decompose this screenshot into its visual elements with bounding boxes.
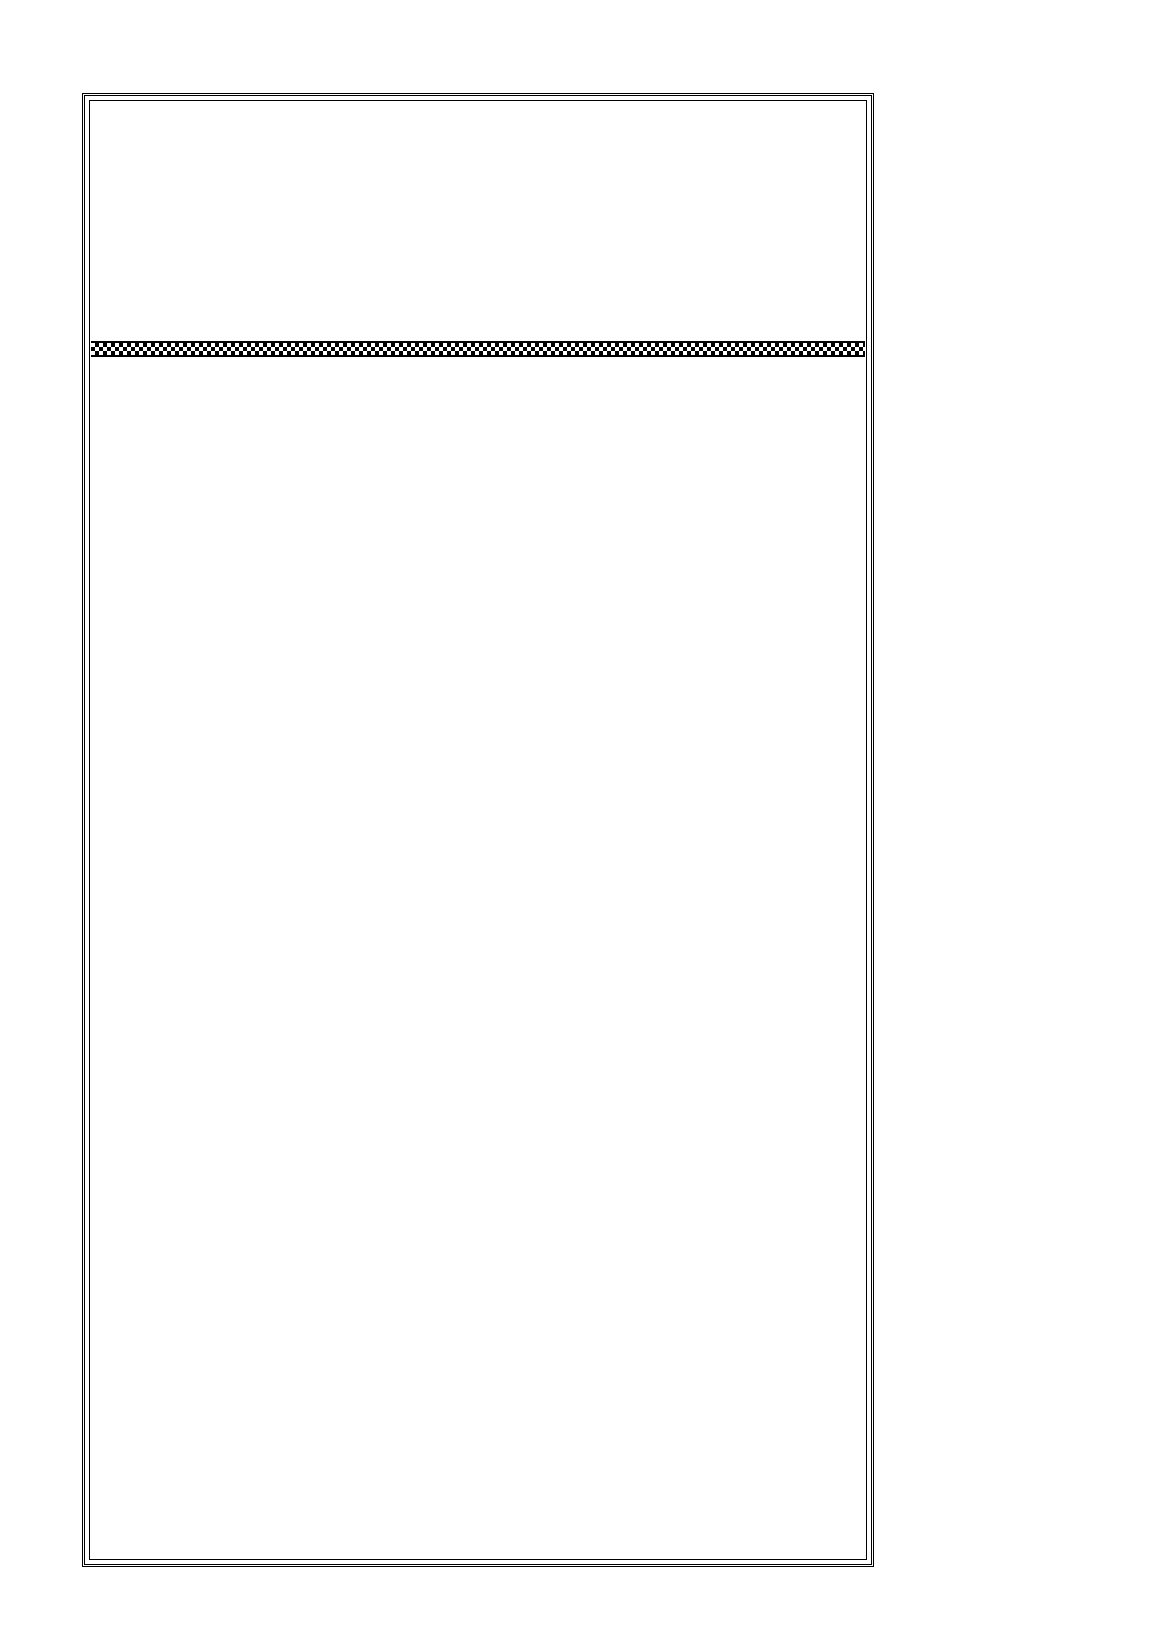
- hadith-text-section: [95, 112, 861, 332]
- commentary-section: [95, 368, 861, 1554]
- ornamental-divider: [91, 341, 865, 357]
- page-frame: [82, 93, 874, 1567]
